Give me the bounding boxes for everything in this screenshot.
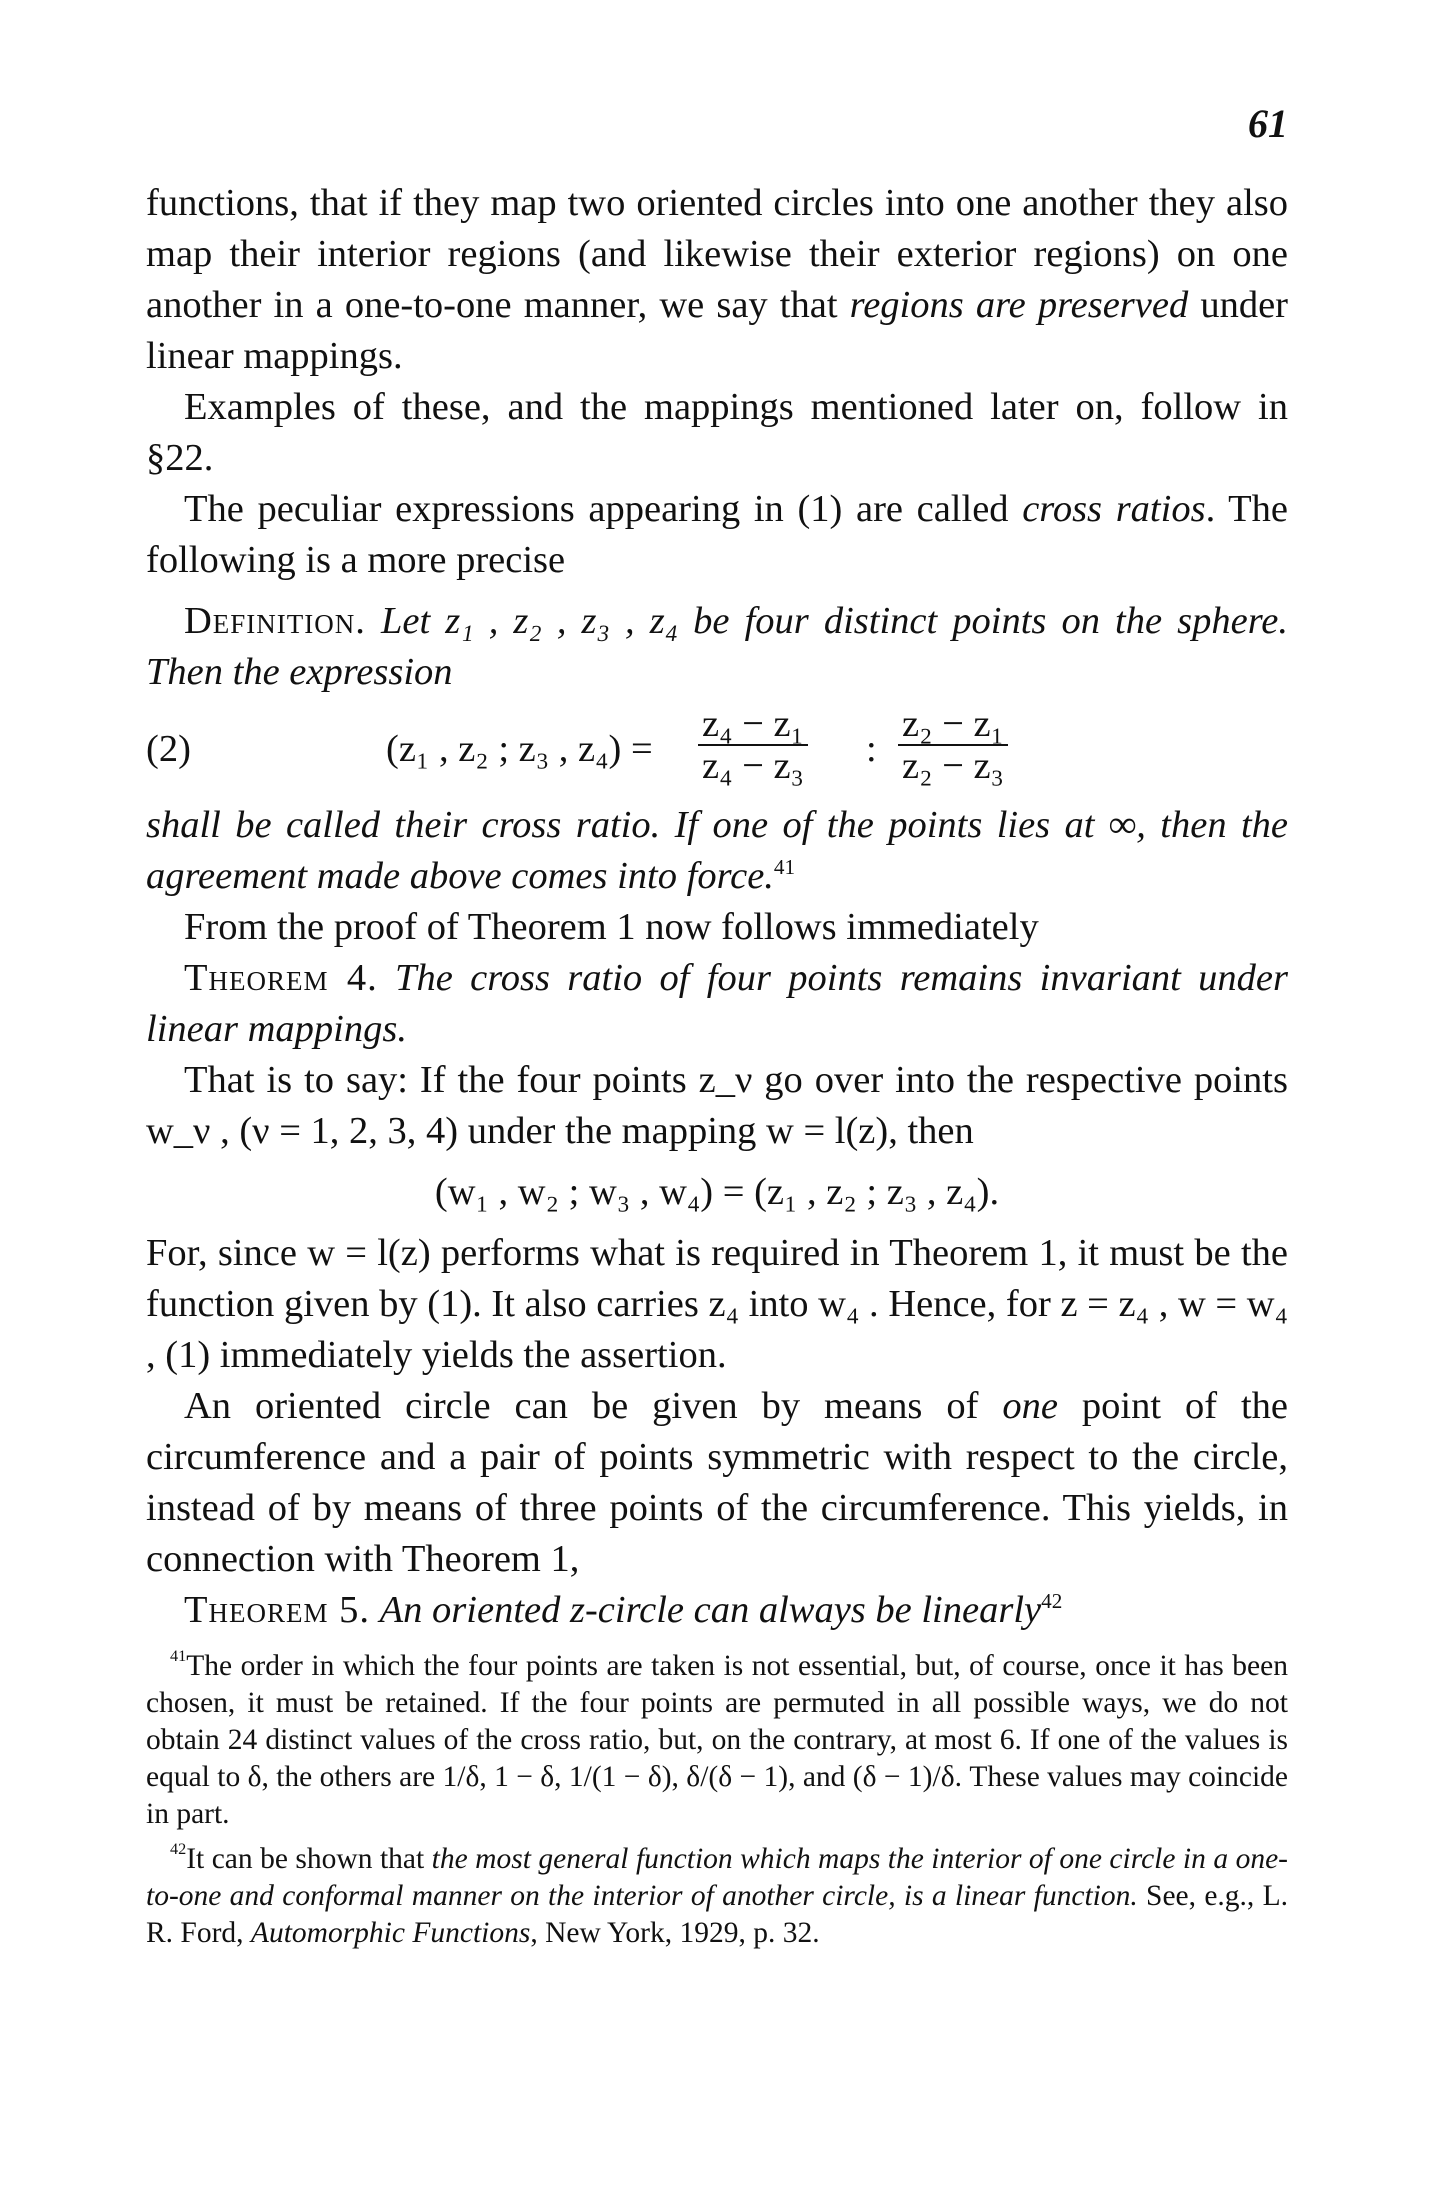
footnote-42-text: It can be shown that — [186, 1843, 432, 1875]
footnote-41 — [146, 1648, 1288, 1833]
fraction-2-numerator: z₂ − z₁ — [898, 704, 1008, 746]
p3-end: . The following is a more precise — [146, 488, 1288, 581]
p1-end: under linear mappings. — [146, 284, 1288, 377]
p1-emph: regions are preserved — [849, 284, 1189, 326]
paragraph-4 — [146, 800, 1288, 902]
p4-text: shall be called their cross ratio. If one of the points lies at ∞, then the agreement made above comes into force. — [146, 804, 1288, 897]
equation-3: (w₁ , w₂ ; w₃ , w₄) = (z₁ , z₂ ; z₃ , z₄). — [434, 1171, 1000, 1213]
main-text — [146, 178, 1288, 1952]
footnote-41-mark: 41 — [170, 1647, 187, 1665]
footnote-41-text: The order in which the four points are taken is not essential, but, of course, once it has been chosen, it must be retained. If the four points are permuted in all possible ways, we do not obtain 24 distinct values of the cross ratio, but, on the contrary, at most 6. If one of the values is equal to δ, the others are 1/δ, 1 − δ, 1/(1 − δ), δ/(δ − 1), and (δ − 1)/δ. These values may coincide in part. — [146, 1650, 1288, 1830]
footnote-ref-41: 41 — [773, 855, 796, 879]
p1-text: functions, that if they map two oriented circles into one another they also map their interior regions (and likewise their exterior regions) on one another in a one-to-one manner, we say that — [146, 182, 1288, 326]
theorem-5-text: An oriented z-circle can always be linearly — [379, 1589, 1042, 1631]
theorem-4-text: The cross ratio of four points remains invariant under linear mappings. — [146, 957, 1288, 1050]
p8-text: An oriented circle can be given by means of — [184, 1385, 1003, 1427]
definition-heading: Definition. — [184, 600, 366, 642]
theorem-5-heading: Theorem 5. — [184, 1589, 371, 1631]
paragraph-3 — [146, 484, 1288, 586]
paragraph-1 — [146, 178, 1288, 382]
p3-emph: cross ratios — [1022, 488, 1206, 530]
footnote-42-end: , New York, 1929, p. 32. — [530, 1917, 820, 1949]
equation-2-fraction-2 — [898, 704, 1008, 786]
theorem-5 — [146, 1585, 1288, 1636]
p8-end: point of the circumference and a pair of points symmetric with respect to the circle, instead of by means of three points of the circumference. This yields, in connection with Theorem 1, — [146, 1385, 1288, 1580]
definition-text: Let z₁ , z₂ , z₃ , z₄ be four distinct points on the sphere. Then the expression — [146, 600, 1288, 693]
p8-emph: one — [1002, 1385, 1058, 1427]
footnote-ref-42: 42 — [1041, 1589, 1063, 1613]
paragraph-8 — [146, 1381, 1288, 1585]
footnote-42 — [146, 1841, 1288, 1952]
equation-2-colon: : — [866, 728, 877, 770]
fraction-2-denominator: z₂ − z₃ — [902, 745, 1004, 787]
footnote-42-ref: See, e.g., L. R. Ford, — [146, 1880, 1288, 1949]
equation-2-fraction-1 — [698, 704, 808, 786]
page-number: 61 — [1248, 101, 1288, 146]
fraction-1-denominator: z₄ − z₃ — [702, 745, 804, 787]
p3-text: The peculiar expressions appearing in (1) are called — [184, 488, 1023, 530]
footnote-42-book-title: Automorphic Functions — [250, 1917, 531, 1949]
equation-2 — [146, 704, 1288, 796]
footnotes — [146, 1648, 1288, 1952]
footnote-42-emph: the most general function which maps the interior of one circle in a one-to-one and conformal manner on the interior of another circle, is a linear function. — [146, 1843, 1288, 1912]
footnote-42-mark: 42 — [170, 1840, 187, 1858]
definition — [146, 596, 1288, 698]
equation-2-label: (2) — [146, 728, 191, 770]
theorem-4-heading: Theorem 4. — [184, 957, 378, 999]
equation-2-lhs: (z₁ , z₂ ; z₃ , z₄) = — [386, 728, 653, 770]
paragraph-6: That is to say: If the four points z_ν go over into the respective points w_ν , (ν = 1, 2, 3, 4) under the mapping w = l(z), then — [146, 1059, 1288, 1152]
paragraph-5: From the proof of Theorem 1 now follows immediately — [184, 906, 1039, 948]
paragraph-2: Examples of these, and the mappings mentioned later on, follow in §22. — [146, 386, 1288, 479]
fraction-1-numerator: z₄ − z₁ — [698, 704, 808, 746]
theorem-4 — [146, 953, 1288, 1055]
paragraph-7: For, since w = l(z) performs what is required in Theorem 1, it must be the function given by (1). It also carries z₄ into w₄ . Hence, for z = z₄ , w = w₄ , (1) immediately yields the assertion. — [146, 1232, 1288, 1376]
